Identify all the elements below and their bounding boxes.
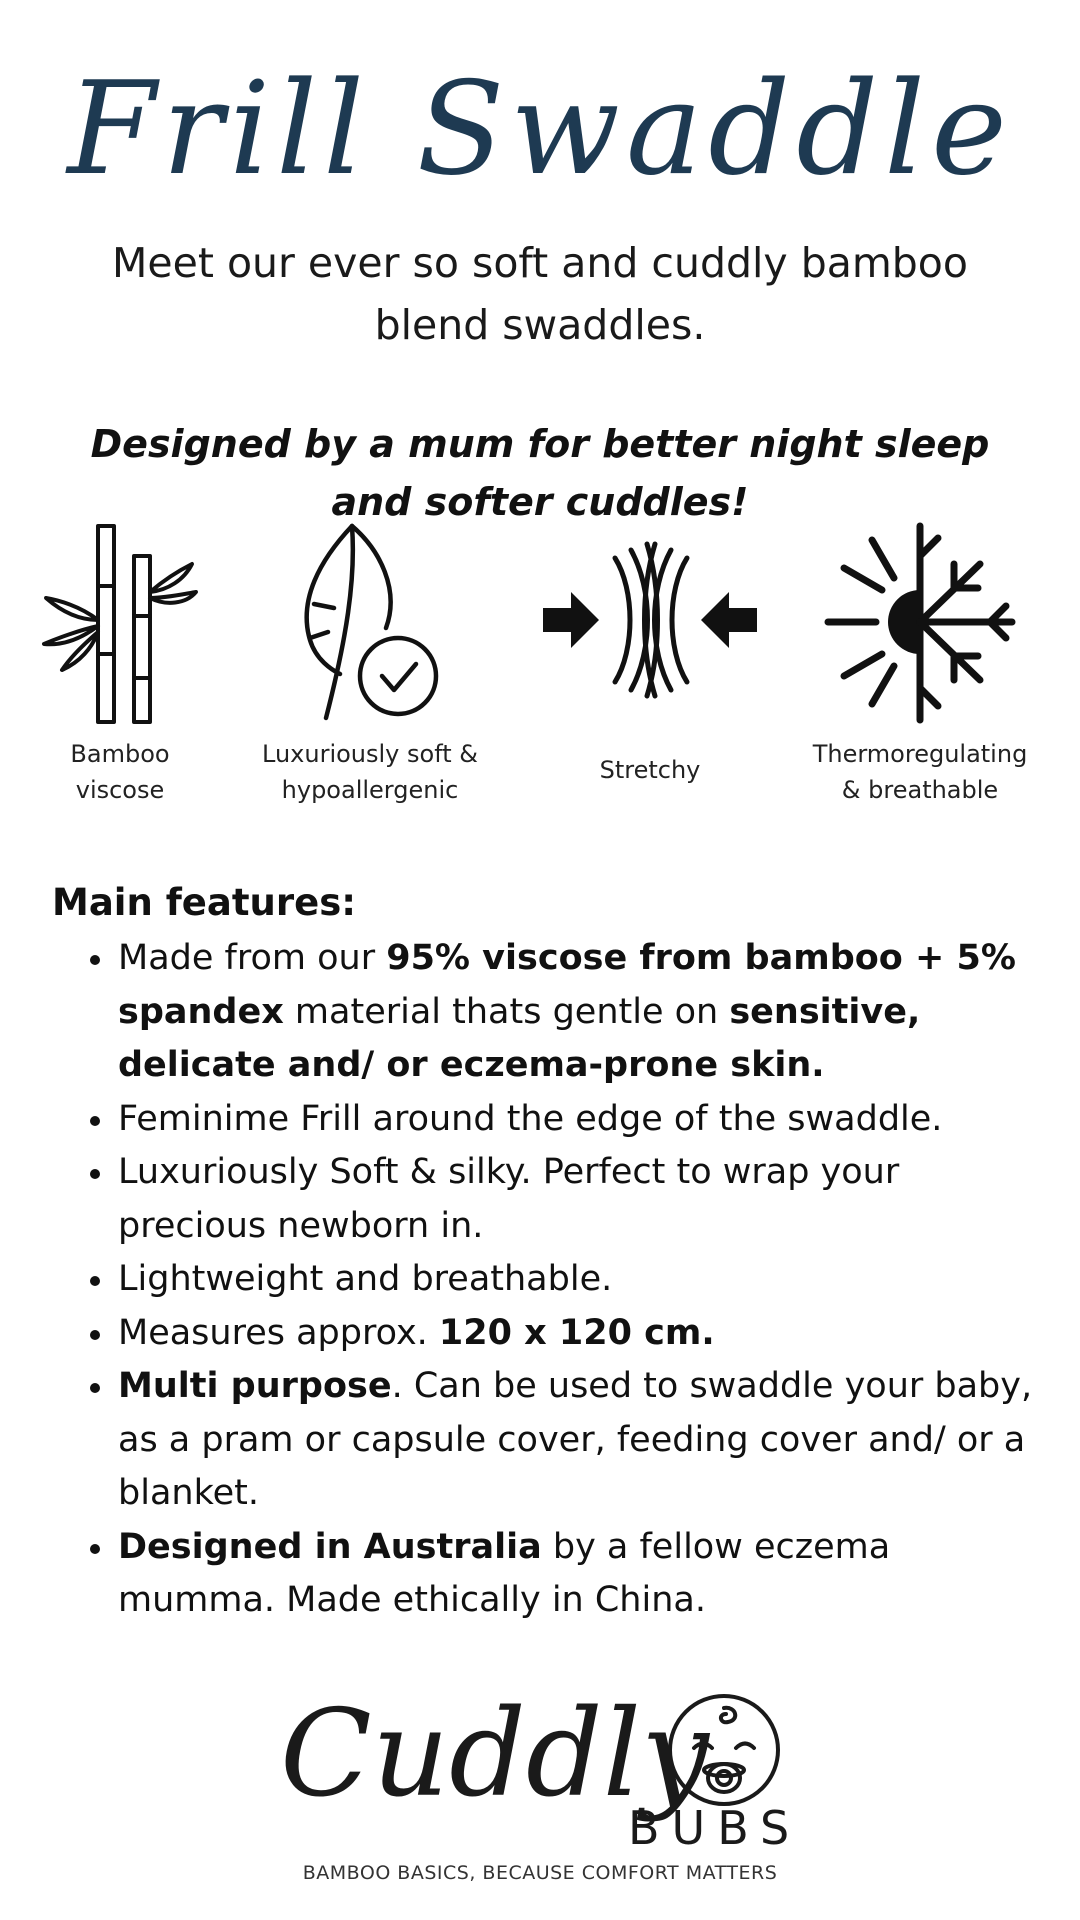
feature-bold: 95% viscose from bamboo + 5% spandex bbox=[118, 938, 1016, 1032]
feature-bold: sensitive, delicate and/ or eczema-prone skin. bbox=[118, 991, 921, 1085]
feature-text: Measures approx. bbox=[118, 1312, 439, 1353]
list-item bbox=[52, 1521, 1052, 1628]
features-list bbox=[52, 932, 1052, 1628]
list-item bbox=[52, 932, 1052, 1093]
icon-cell-soft bbox=[245, 520, 495, 820]
feature-text: Lightweight and breathable. bbox=[118, 1259, 613, 1299]
icon-label-soft bbox=[245, 736, 495, 808]
icon-label-soft-line1: Luxuriously soft & bbox=[262, 740, 478, 768]
title-text: Frill Swaddle bbox=[67, 55, 1013, 204]
list-item bbox=[52, 1360, 1052, 1521]
intro-text: Meet our ever so soft and cuddly bamboo blend swaddles. bbox=[112, 239, 968, 349]
icon-label-bamboo-line2: viscose bbox=[75, 776, 165, 804]
feature-text: by a fellow eczema mumma. Made ethically in China. bbox=[118, 1526, 891, 1620]
list-item bbox=[52, 1146, 1052, 1253]
icon-label-bamboo-line1: Bamboo bbox=[70, 740, 170, 768]
icon-label-soft-line2: hypoallergenic bbox=[281, 776, 459, 804]
list-item bbox=[52, 1093, 1052, 1147]
logo-slogan: BAMBOO BASICS, BECAUSE COMFORT MATTERS bbox=[302, 1862, 778, 1884]
bamboo-icon bbox=[40, 520, 200, 725]
logo-bubs: BUBS bbox=[628, 1801, 802, 1855]
feature-text: . Can be used to swaddle your baby, as a pram or capsule cover, feeding cover and/ or a blanket. bbox=[118, 1366, 1033, 1513]
sun-snowflake-icon bbox=[820, 520, 1020, 725]
feature-bold: 120 x 120 cm. bbox=[438, 1312, 715, 1353]
list-item bbox=[52, 1307, 1052, 1361]
icon-label-thermo-line2: & breathable bbox=[841, 776, 999, 804]
feature-icons-row bbox=[0, 520, 1080, 820]
baby-face-icon bbox=[664, 1690, 784, 1810]
icon-cell-bamboo bbox=[30, 520, 210, 820]
brand-logo bbox=[0, 1680, 1080, 1900]
icon-label-thermo bbox=[790, 736, 1050, 808]
icon-label-stretchy bbox=[530, 752, 770, 788]
icon-cell-stretchy bbox=[530, 520, 770, 820]
stretch-arrows-icon bbox=[535, 520, 765, 725]
page-title bbox=[0, 30, 1080, 230]
feature-bold: Multi purpose bbox=[118, 1366, 392, 1406]
feature-text: material thats gentle on bbox=[283, 991, 730, 1032]
feather-check-icon bbox=[290, 520, 450, 725]
icon-label-stretchy-line1: Stretchy bbox=[599, 756, 701, 784]
icon-cell-thermo bbox=[790, 520, 1050, 820]
list-item bbox=[52, 1253, 1052, 1307]
logo-script: Cuddly bbox=[280, 1685, 709, 1824]
icon-label-bamboo bbox=[30, 736, 210, 808]
feature-bold: Designed in Australia bbox=[118, 1526, 542, 1567]
feature-text: Luxuriously Soft & silky. Perfect to wrap your precious newborn in. bbox=[118, 1152, 900, 1246]
features-heading: Main features: bbox=[52, 881, 357, 924]
tagline: Designed by a mum for better night sleep and softer cuddles! bbox=[90, 422, 990, 524]
feature-text: Made from our bbox=[118, 938, 387, 978]
icon-label-thermo-line1: Thermoregulating bbox=[812, 740, 1028, 768]
feature-text: Feminime Frill around the edge of the swaddle. bbox=[118, 1098, 943, 1139]
